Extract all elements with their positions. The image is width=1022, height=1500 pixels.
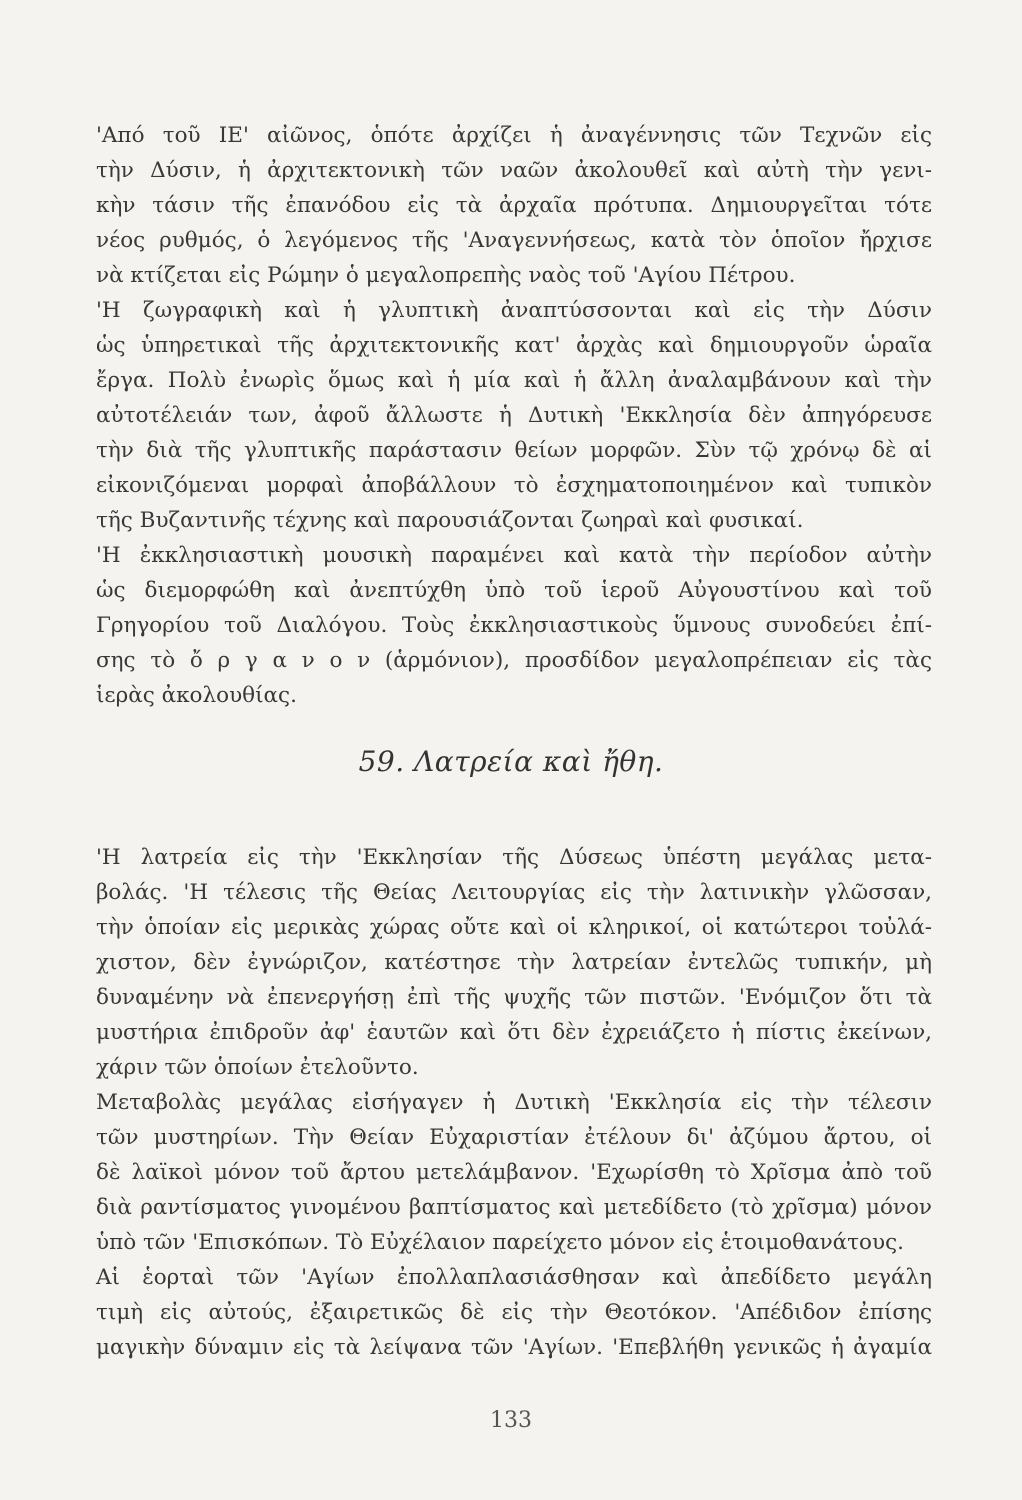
page-number: 133 <box>490 1408 532 1433</box>
section-heading: 59. Λατρεία καὶ ἤθη. <box>358 745 664 778</box>
text-line: μυστήρια ἐπιδροῦν ἀφ' ἑαυτῶν καὶ ὅτι δὲν ἐχρειάζετο ἡ πίστις ἐκείνων, <box>96 1020 932 1045</box>
text-line: τὴν ὁποίαν εἰς μερικὰς χώρας οὔτε καὶ οἱ κληρικοί, οἱ κατώτεροι τοὐλά- <box>96 915 932 940</box>
text-line: αὐτοτέλειάν των, ἀφοῦ ἄλλωστε ἡ Δυτικὴ 'Εκκλησία δὲν ἀπηγόρευσε <box>96 403 932 428</box>
text-line: ὡς διεμορφώθη καὶ ἀνεπτύχθη ὑπὸ τοῦ ἱεροῦ Αὐγουστίνου καὶ τοῦ <box>96 578 932 603</box>
text-line: 'Από τοῦ ΙΕ' αἰῶνος, ὁπότε ἀρχίζει ἡ ἀναγέννησις τῶν Τεχνῶν εἰς <box>96 123 932 148</box>
text-line: τὴν διὰ τῆς γλυπτικῆς παράστασιν θείων μορφῶν. Σὺν τῷ χρόνῳ δὲ αἱ <box>96 438 932 463</box>
text-line: σης τὸ ὄ ρ γ α ν ο ν (ἁρμόνιον), προσδίδον μεγαλοπρέπειαν εἰς τὰς <box>96 648 932 673</box>
text-line: χάριν τῶν ὁποίων ἐτελοῦντο. <box>96 1055 419 1080</box>
text-line: τιμὴ εἰς αὐτούς, ἐξαιρετικῶς δὲ εἰς τὴν Θεοτόκον. 'Απέδιδον ἐπίσης <box>96 1300 932 1325</box>
text-line: 'Η λατρεία εἰς τὴν 'Εκκλησίαν τῆς Δύσεως ὑπέστη μεγάλας μετα- <box>96 845 932 870</box>
body-text-before-heading <box>96 118 932 713</box>
text-line: Γρηγορίου τοῦ Διαλόγου. Τοὺς ἐκκλησιαστικοὺς ὕμνους συνοδεύει ἐπί- <box>96 613 932 638</box>
text-line: ὑπὸ τῶν 'Επισκόπων. Τὸ Εὐχέλαιον παρείχετο μόνον εἰς ἑτοιμοθανάτους. <box>96 1230 904 1255</box>
text-line: εἰκονιζόμεναι μορφαὶ ἀποβάλλουν τὸ ἐσχηματοποιημένον καὶ τυπικὸν <box>96 473 932 498</box>
text-line: βολάς. 'Η τέλεσις τῆς Θείας Λειτουργίας εἰς τὴν λατινικὴν γλῶσσαν, <box>96 880 932 905</box>
text-line: τῆς Βυζαντινῆς τέχνης καὶ παρουσιάζονται ζωηραὶ καὶ φυσικαί. <box>96 508 804 533</box>
text-line: χιστον, δὲν ἐγνώριζον, κατέστησε τὴν λατρείαν ἐντελῶς τυπικήν, μὴ <box>96 950 932 975</box>
text-line: τῶν μυστηρίων. Τὴν Θείαν Εὐχαριστίαν ἐτέλουν δι' ἀζύμου ἄρτου, οἱ <box>96 1125 932 1150</box>
text-line: ἱερὰς ἀκολουθίας. <box>96 683 297 708</box>
body-text-after-heading <box>96 840 932 1365</box>
text-line: κὴν τάσιν τῆς ἐπανόδου εἰς τὰ ἀρχαῖα πρότυπα. Δημιουργεῖται τότε <box>96 193 932 218</box>
text-line: ἔργα. Πολὺ ἐνωρὶς ὅμως καὶ ἡ μία καὶ ἡ ἄλλη ἀναλαμβάνουν καὶ τὴν <box>96 368 932 393</box>
text-line: Αἱ ἑορταὶ τῶν 'Αγίων ἐπολλαπλασιάσθησαν καὶ ἀπεδίδετο μεγάλη <box>96 1265 932 1290</box>
text-line: 'Η ζωγραφικὴ καὶ ἡ γλυπτικὴ ἀναπτύσσονται καὶ εἰς τὴν Δύσιν <box>96 298 932 323</box>
text-line: τὴν Δύσιν, ἡ ἀρχιτεκτονικὴ τῶν ναῶν ἀκολουθεῖ καὶ αὐτὴ τὴν γενι- <box>96 158 932 183</box>
text-line: νὰ κτίζεται εἰς Ρώμην ὁ μεγαλοπρεπὴς ναὸς τοῦ 'Αγίου Πέτρου. <box>96 263 796 288</box>
text-line: ὡς ὑπηρετικαὶ τῆς ἀρχιτεκτονικῆς κατ' ἀρχὰς καὶ δημιουργοῦν ὡραῖα <box>96 333 932 358</box>
text-line: 'Η ἐκκλησιαστικὴ μουσικὴ παραμένει καὶ κατὰ τὴν περίοδον αὐτὴν <box>96 543 932 568</box>
text-line: διὰ ραντίσματος γινομένου βαπτίσματος καὶ μετεδίδετο (τὸ χρῖσμα) μόνον <box>96 1195 932 1220</box>
text-line: νέος ρυθμός, ὁ λεγόμενος τῆς 'Αναγεννήσεως, κατὰ τὸν ὁποῖον ἤρχισε <box>96 228 932 253</box>
text-line: Μεταβολὰς μεγάλας εἰσήγαγεν ἡ Δυτικὴ 'Εκκλησία εἰς τὴν τέλεσιν <box>96 1090 932 1115</box>
text-line: δυναμένην νὰ ἐπενεργήσῃ ἐπὶ τῆς ψυχῆς τῶν πιστῶν. 'Ενόμιζον ὅτι τὰ <box>96 985 932 1010</box>
text-line: δὲ λαϊκοὶ μόνον τοῦ ἄρτου μετελάμβανον. 'Εχωρίσθη τὸ Χρῖσμα ἀπὸ τοῦ <box>96 1160 932 1185</box>
text-line: μαγικὴν δύναμιν εἰς τὰ λείψανα τῶν 'Αγίων. 'Επεβλήθη γενικῶς ἡ ἀγαμία <box>96 1335 932 1360</box>
